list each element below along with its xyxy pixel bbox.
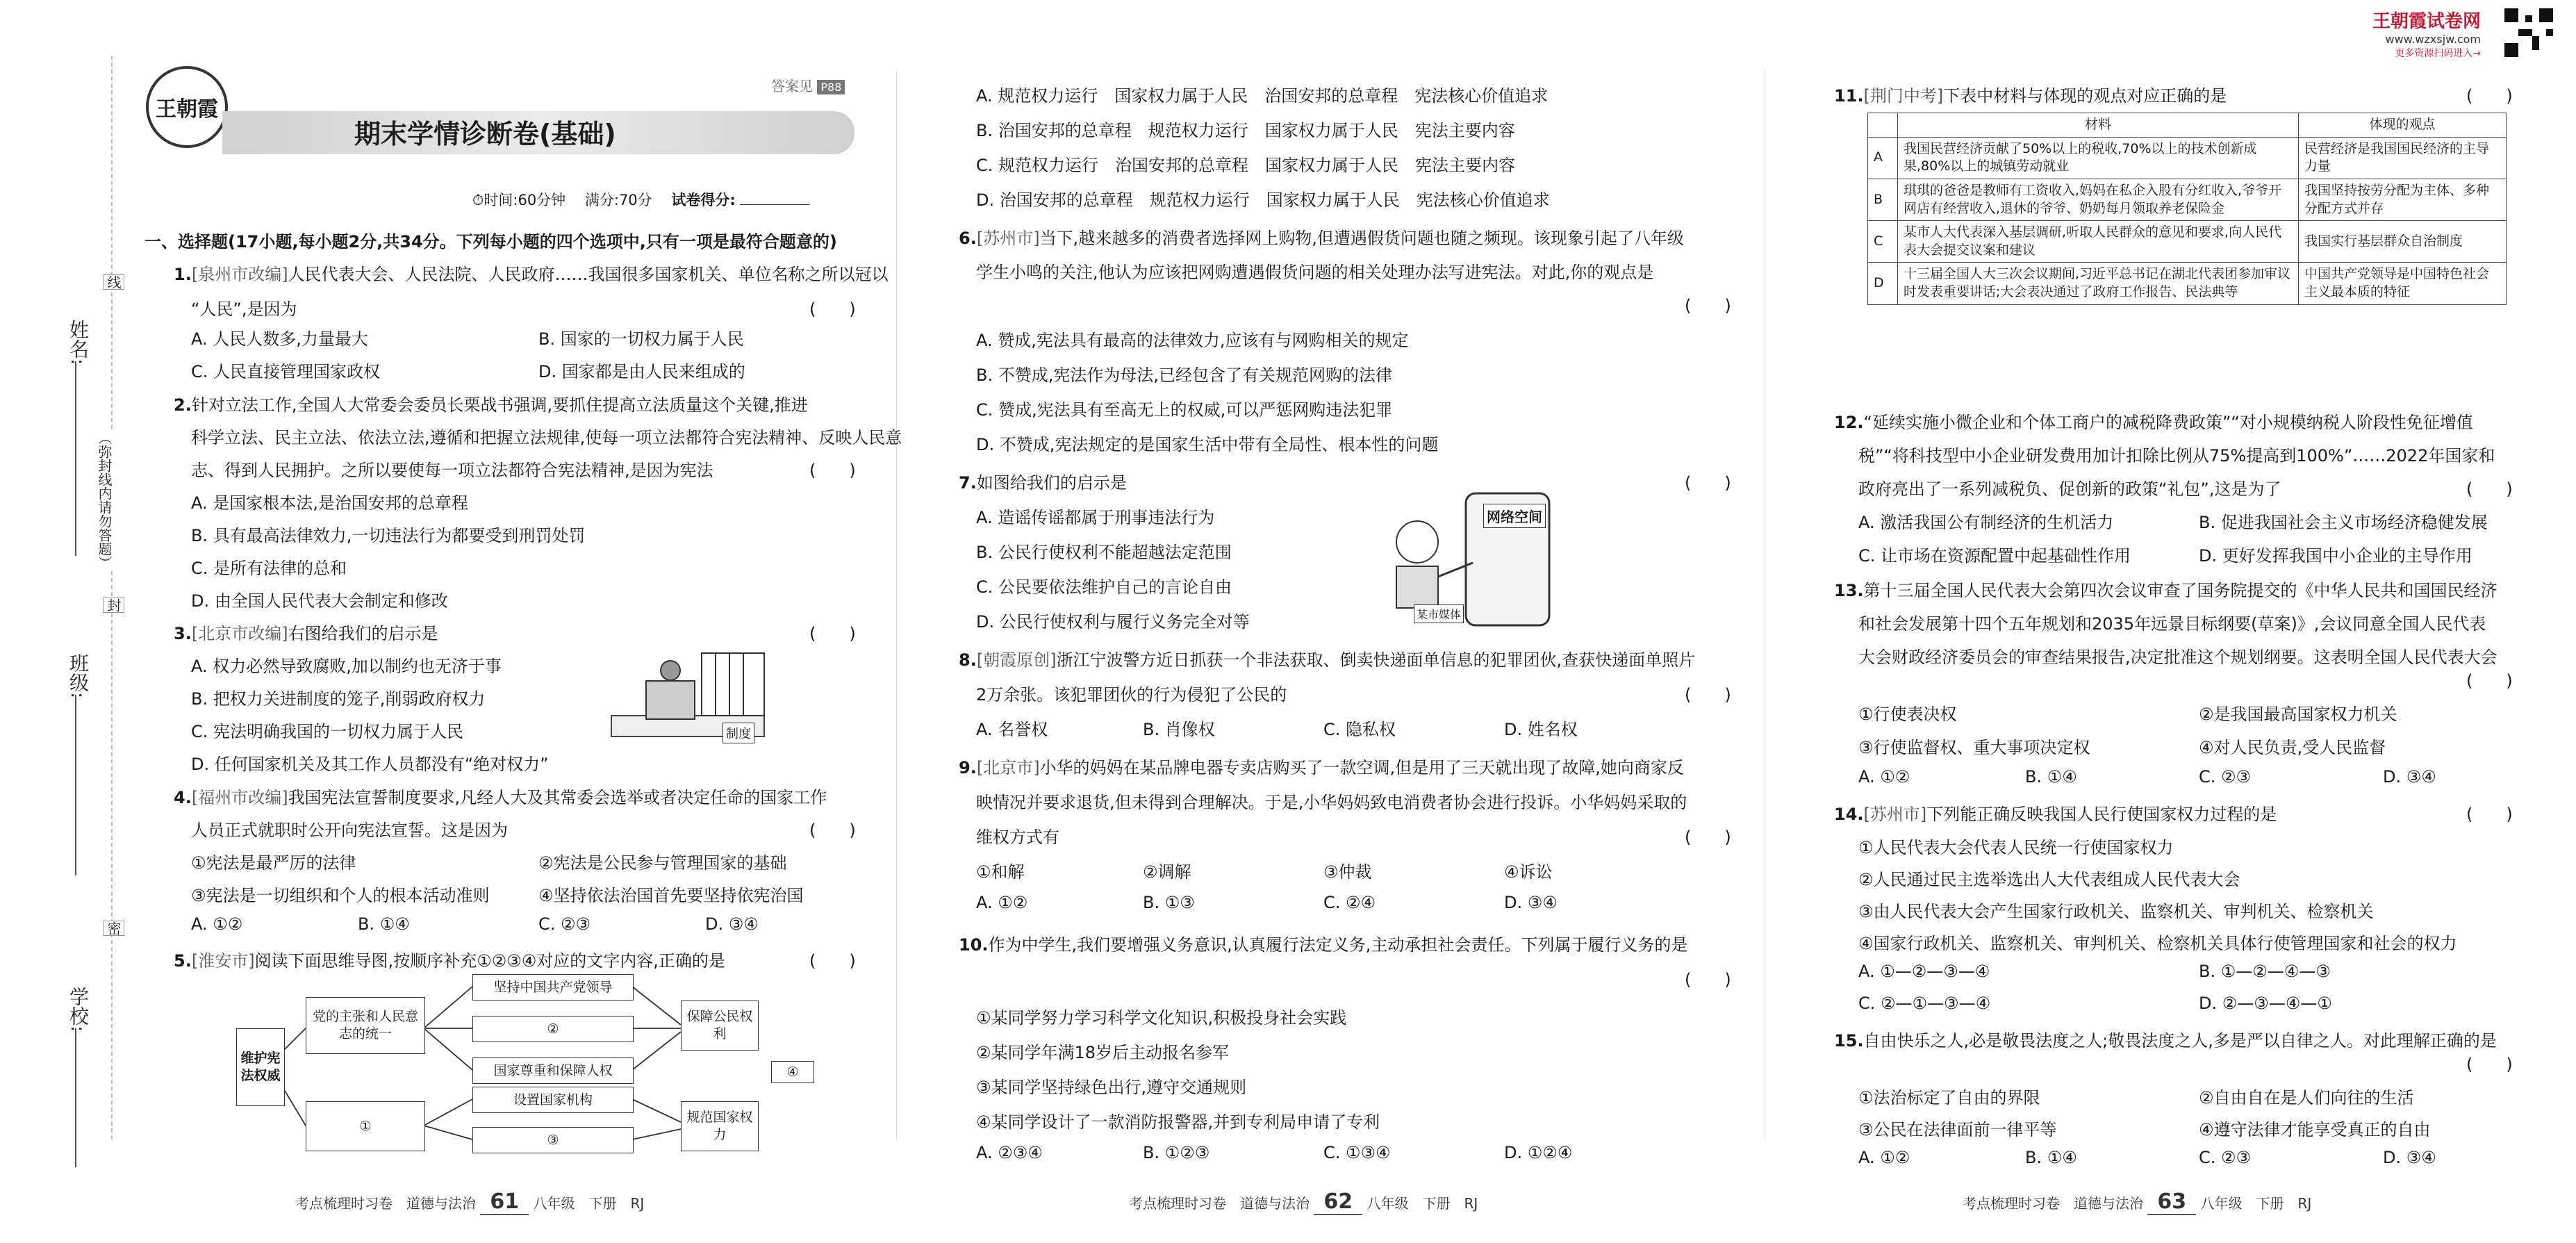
q5-result-1: 保障公民权利 bbox=[681, 1001, 759, 1051]
q13-statement-3: ③行使监督权、重大事项决定权 bbox=[1858, 738, 2090, 757]
q3-answer-paren[interactable]: ( ) bbox=[809, 624, 856, 643]
q6-option-b[interactable]: B. 不赞成,宪法作为母法,已经包含了有关规范网购的法律 bbox=[976, 365, 1392, 385]
q4-option-c[interactable]: C. ②③ bbox=[538, 914, 591, 934]
q11-row-view: 民营经济是我国国民经济的主导力量 bbox=[2299, 137, 2507, 179]
q7-cartoon-label-1: 网络空间 bbox=[1483, 504, 1546, 528]
q11-row-key: C bbox=[1868, 221, 1898, 263]
q11-row-key: A bbox=[1868, 137, 1898, 179]
q4-option-a[interactable]: A. ①② bbox=[191, 914, 243, 934]
q3-stem: 3.[北京市改编]右图给我们的启示是 bbox=[174, 624, 438, 643]
q14-option-c[interactable]: C. ②—①—③—④ bbox=[1858, 994, 1991, 1013]
q7-option-a[interactable]: A. 造谣传谣都属于刑事违法行为 bbox=[976, 508, 1215, 527]
q6-stem-2: 学生小鸣的关注,他认为应该把网购遭遇假货问题的相关处理办法写进宪法。对此,你的观点是 bbox=[976, 263, 1654, 282]
school-field[interactable] bbox=[75, 1028, 76, 1167]
q2-option-a[interactable]: A. 是国家根本法,是治国安邦的总章程 bbox=[191, 493, 468, 513]
q11-row-view: 我国实行基层群众自治制度 bbox=[2299, 221, 2507, 263]
q11-header-view: 体现的观点 bbox=[2299, 113, 2507, 138]
q4-statement-2: ②宪法是公民参与管理国家的基础 bbox=[538, 853, 787, 873]
q12-stem: 12.“延续实施小微企业和个体工商户的减税降费政策”“对小规模纳税人阶段性免征增值 bbox=[1834, 413, 2473, 432]
q10-statement-3: ③某同学坚持绿色出行,遵守交通规则 bbox=[976, 1078, 1247, 1097]
q9-answer-paren[interactable]: ( ) bbox=[1685, 828, 1731, 847]
q5-branch-2[interactable]: ① bbox=[306, 1101, 425, 1151]
page-2-footer: 考点梳理时习卷 道德与法治 62 八年级 下册 RJ bbox=[1129, 1190, 1478, 1214]
q1-stem-2: “人民”,是因为 bbox=[191, 299, 297, 319]
q14-stem: 14.[苏州市]下列能正确反映我国人民行使国家权力过程的是 bbox=[1834, 805, 2277, 824]
q4-statement-3: ③宪法是一切组织和个人的根本活动准则 bbox=[191, 886, 490, 905]
q12-option-b[interactable]: B. 促进我国社会主义市场经济稳健发展 bbox=[2199, 513, 2488, 532]
q14-statement-2: ②人民通过民主选举选出人大代表组成人民代表大会 bbox=[1858, 870, 2240, 889]
brand-text: 王朝霞 bbox=[156, 97, 218, 122]
q3-option-b[interactable]: B. 把权力关进制度的笼子,削弱政府权力 bbox=[191, 689, 486, 709]
q5-stem: 5.[淮安市]阅读下面思维导图,按顺序补充①②③④对应的文字内容,正确的是 bbox=[174, 951, 725, 971]
q11-row-view: 我国坚持按劳分配为主体、多种分配方式并存 bbox=[2299, 179, 2507, 220]
q15-option-c[interactable]: C. ②③ bbox=[2199, 1148, 2252, 1167]
q4-statement-1: ①宪法是最严厉的法律 bbox=[191, 853, 356, 873]
q11-row-material: 某市人大代表深入基层调研,听取人民群众的意见和要求,向人民代表大会提交议案和建议 bbox=[1898, 221, 2299, 263]
q9-option-c[interactable]: C. ②④ bbox=[1323, 893, 1376, 912]
q3-cartoon-label: 制度 bbox=[723, 723, 754, 743]
q1-answer-paren[interactable]: ( ) bbox=[809, 299, 856, 319]
q11-row-material: 十三届全国人大三次会议期间,习近平总书记在湖北代表团参加审议时发表重要讲话;大会表决通过了政府工作报告、民法典等 bbox=[1898, 263, 2299, 304]
q14-option-b[interactable]: B. ①—②—④—③ bbox=[2199, 962, 2331, 981]
q15-option-d[interactable]: D. ③④ bbox=[2383, 1148, 2436, 1167]
q9-option-a[interactable]: A. ①② bbox=[976, 893, 1028, 912]
q8-answer-paren[interactable]: ( ) bbox=[1685, 685, 1731, 705]
page-title: 期末学情诊断卷(基础) bbox=[354, 119, 616, 149]
q1-option-d[interactable]: D. 国家都是由人民来组成的 bbox=[538, 362, 745, 381]
q5-branch-1: 党的主张和人民意志的统一 bbox=[306, 997, 425, 1054]
q15-statement-3: ③公民在法律面前一律平等 bbox=[1858, 1120, 2057, 1139]
q11-row-key: D bbox=[1868, 263, 1898, 304]
seal-cut-mark: 线 bbox=[103, 274, 124, 290]
table-row bbox=[1868, 179, 2507, 220]
brand-logo bbox=[146, 66, 228, 148]
q13-option-b[interactable]: B. ①④ bbox=[2025, 767, 2077, 787]
q10-statement-4: ④某同学设计了一款消防报警器,并到专利局申请了专利 bbox=[976, 1112, 1380, 1132]
q5-option-a[interactable]: A. 规范权力运行 国家权力属于人民 治国安邦的总章程 宪法核心价值追求 bbox=[976, 86, 1549, 106]
q7-option-d[interactable]: D. 公民行使权利与履行义务完全对等 bbox=[976, 612, 1250, 632]
site-name: 王朝霞试卷网 bbox=[2372, 11, 2482, 32]
q7-option-c[interactable]: C. 公民要依法维护自己的言论自由 bbox=[976, 577, 1232, 597]
q3-option-c[interactable]: C. 宪法明确我国的一切权力属于人民 bbox=[191, 722, 464, 741]
q6-stem: 6.[苏州市]当下,越来越多的消费者选择网上购物,但遭遇假货问题也随之频现。该现象引起了八年级 bbox=[959, 229, 1684, 248]
q8-option-c[interactable]: C. 隐私权 bbox=[1323, 720, 1396, 739]
section-1-heading: 一、选择题(17小题,每小题2分,共34分。下列每小题的四个选项中,只有一项是最符合题意的) bbox=[145, 232, 837, 252]
q13-statement-1: ①行使表决权 bbox=[1858, 705, 1957, 724]
qr-code[interactable] bbox=[2504, 8, 2553, 57]
q13-stem: 13.第十三届全国人民代表大会第四次会议审查了国务院提交的《中华人民共和国国民经济 bbox=[1834, 581, 2497, 600]
q4-stem: 4.[福州市改编]我国宪法宣誓制度要求,凡经人大及其常委会选举或者决定任命的国家工作 bbox=[174, 788, 827, 807]
table-row bbox=[1868, 263, 2507, 304]
q15-statement-2: ②自由自在是人们向往的生活 bbox=[2199, 1088, 2414, 1108]
q8-stem-2: 2万余张。该犯罪团伙的行为侵犯了公民的 bbox=[976, 685, 1287, 705]
page-number-63: 63 bbox=[2147, 1190, 2196, 1215]
q13-answer-paren[interactable]: ( ) bbox=[2466, 671, 2513, 691]
q5-answer-paren[interactable]: ( ) bbox=[809, 951, 856, 971]
q11-row-material: 我国民营经济贡献了50%以上的税收,70%以上的技术创新成果,80%以上的城镇劳动就业 bbox=[1898, 137, 2299, 179]
q11-header-material: 材料 bbox=[1898, 113, 2299, 138]
q11-table-wrap bbox=[1867, 113, 2507, 305]
class-label: 班级: bbox=[67, 653, 90, 699]
q2-option-b[interactable]: B. 具有最高法律效力,一切违法行为都要受到刑罚处罚 bbox=[191, 526, 586, 545]
page-number-62: 62 bbox=[1314, 1190, 1362, 1215]
q5-blank-4[interactable]: ④ bbox=[771, 1061, 814, 1083]
q9-stem-3: 维权方式有 bbox=[976, 828, 1059, 847]
q9-option-b[interactable]: B. ①③ bbox=[1143, 893, 1195, 912]
q12-option-c[interactable]: C. 让市场在资源配置中起基础性作用 bbox=[1858, 546, 2131, 566]
answer-page-badge: P88 bbox=[817, 80, 845, 94]
q15-answer-paren[interactable]: ( ) bbox=[2466, 1055, 2513, 1074]
exam-info: ⏱时间:60分钟 满分:70分 试卷得分: bbox=[472, 189, 809, 210]
q13-statement-4: ④对人民负责,受人民监督 bbox=[2199, 738, 2386, 757]
q3-option-d[interactable]: D. 任何国家机关及其工作人员都没有“绝对权力” bbox=[191, 755, 549, 774]
q3-option-a[interactable]: A. 权力必然导致腐败,加以制约也无济于事 bbox=[191, 657, 502, 676]
class-field[interactable] bbox=[75, 695, 76, 875]
q9-stem: 9.[北京市]小华的妈妈在某品牌电器专卖店购买了一款空调,但是用了三天就出现了故障,她向商家反 bbox=[959, 758, 1684, 777]
seal-mark: 封 bbox=[103, 598, 124, 613]
q4-stem-2: 人员正式就职时公开向宪法宣誓。这是因为 bbox=[191, 821, 508, 840]
q7-answer-paren[interactable]: ( ) bbox=[1685, 473, 1731, 493]
q1-option-a[interactable]: A. 人民人数多,力量最大 bbox=[191, 329, 368, 349]
q14-option-d[interactable]: D. ②—③—④—① bbox=[2199, 994, 2332, 1013]
q11-answer-paren[interactable]: ( ) bbox=[2466, 86, 2513, 106]
q5-result-2: 规范国家权力 bbox=[681, 1101, 759, 1151]
q2-stem-2: 科学立法、民主立法、依法立法,遵循和把握立法规律,使每一项立法都符合宪法精神、反映人民意 bbox=[191, 428, 902, 447]
q5-leaf-4: 设置国家机构 bbox=[472, 1087, 634, 1113]
q9-statement-1: ①和解 bbox=[976, 862, 1025, 882]
q8-option-b[interactable]: B. 肖像权 bbox=[1143, 720, 1215, 739]
q4-option-b[interactable]: B. ①④ bbox=[358, 914, 410, 934]
page-3-footer: 考点梳理时习卷 道德与法治 63 八年级 下册 RJ bbox=[1963, 1190, 2312, 1214]
q13-stem-2: 和社会发展第十四个五年规划和2035年远景目标纲要(草案)》,会议同意全国人民代表 bbox=[1858, 614, 2486, 634]
q6-option-a[interactable]: A. 赞成,宪法具有最高的法律效力,应该有与网购相关的规定 bbox=[976, 331, 1409, 350]
q10-option-c[interactable]: C. ①③④ bbox=[1323, 1143, 1391, 1162]
q2-stem: 2.针对立法工作,全国人大常委会委员长栗战书强调,要抓住提高立法质量这个关键,推进 bbox=[174, 395, 808, 415]
q13-stem-3: 大会财政经济委员会的审查结果报告,决定批准这个规划纲要。这表明全国人民代表大会 bbox=[1858, 648, 2497, 667]
name-label: 姓名: bbox=[67, 320, 90, 365]
q13-option-a[interactable]: A. ①② bbox=[1858, 767, 1910, 787]
q2-option-d[interactable]: D. 由全国人民代表大会制定和修改 bbox=[191, 591, 448, 611]
school-label: 学校: bbox=[67, 987, 90, 1032]
q4-statement-4: ④坚持依法治国首先要坚持依宪治国 bbox=[538, 886, 804, 905]
q5-leaf-1: 坚持中国共产党领导 bbox=[472, 974, 634, 1001]
page-divider-1 bbox=[896, 69, 897, 1139]
q12-stem-3: 政府亮出了一系列减税负、促创新的政策“礼包”,这是为了 bbox=[1858, 479, 2281, 499]
q9-option-d[interactable]: D. ③④ bbox=[1504, 893, 1558, 912]
q7-cartoon-label-2: 某市媒体 bbox=[1414, 604, 1464, 623]
q10-option-a[interactable]: A. ②③④ bbox=[976, 1143, 1043, 1162]
page-1-footer: 考点梳理时习卷 道德与法治 61 八年级 下册 RJ bbox=[295, 1190, 645, 1214]
q10-option-b[interactable]: B. ①②③ bbox=[1143, 1143, 1210, 1162]
q2-stem-3: 志、得到人民拥护。之所以要使每一项立法都符合宪法精神,是因为宪法 bbox=[191, 461, 713, 480]
q4-option-d[interactable]: D. ③④ bbox=[705, 914, 759, 934]
q5-option-c[interactable]: C. 规范权力运行 治国安邦的总章程 国家权力属于人民 宪法主要内容 bbox=[976, 156, 1516, 175]
answer-ref: 答案见 P88 bbox=[771, 75, 845, 95]
table-row bbox=[1868, 137, 2507, 179]
q1-option-c[interactable]: C. 人民直接管理国家政权 bbox=[191, 362, 381, 381]
site-logo bbox=[2372, 7, 2481, 60]
q14-statement-4: ④国家行政机关、监察机关、审判机关、检察机关具体行使管理国家和社会的权力 bbox=[1858, 934, 2457, 953]
q2-answer-paren[interactable]: ( ) bbox=[809, 461, 856, 480]
q13-option-d[interactable]: D. ③④ bbox=[2383, 767, 2436, 787]
q15-stem: 15.自由快乐之人,必是敬畏法度之人;敬畏法度之人,多是严以自律之人。对此理解正确的是 bbox=[1834, 1031, 2497, 1051]
q10-statement-2: ②某同学年满18岁后主动报名参军 bbox=[976, 1043, 1230, 1062]
density-mark: 密 bbox=[103, 921, 124, 936]
q8-stem: 8.[朝霞原创]浙江宁波警方近日抓获一个非法获取、倒卖快递面单信息的犯罪团伙,查获快递面单照片 bbox=[959, 650, 1696, 670]
q7-cartoon bbox=[1369, 479, 1563, 632]
q15-statement-4: ④遵守法律才能享受真正的自由 bbox=[2199, 1120, 2431, 1139]
q9-stem-2: 映情况并要求退货,但未得到合理解决。于是,小华妈妈致电消费者协会进行投诉。小华妈妈采取的 bbox=[976, 793, 1687, 812]
q2-option-c[interactable]: C. 是所有法律的总和 bbox=[191, 559, 347, 578]
q11-row-material: 琪琪的爸爸是教师有工资收入,妈妈在私企入股有分红收入,爷爷开网店有经营收入,退休的爷爷、奶奶每月领取养老保险金 bbox=[1898, 179, 2299, 220]
page-number-61: 61 bbox=[480, 1190, 529, 1215]
q12-option-a[interactable]: A. 激活我国公有制经济的生机活力 bbox=[1858, 513, 2114, 532]
q10-answer-paren[interactable]: ( ) bbox=[1685, 970, 1731, 989]
q11-table bbox=[1867, 113, 2507, 305]
name-field[interactable] bbox=[75, 361, 76, 556]
q15-statement-1: ①法治标定了自由的界限 bbox=[1858, 1088, 2040, 1108]
q9-statement-4: ④诉讼 bbox=[1504, 862, 1553, 882]
q10-statement-1: ①某同学努力学习科学文化知识,积极投身社会实践 bbox=[976, 1008, 1347, 1028]
site-url: www.wzxsjw.com bbox=[2385, 33, 2482, 46]
q5-option-b[interactable]: B. 治国安邦的总章程 规范权力运行 国家权力属于人民 宪法主要内容 bbox=[976, 121, 1515, 140]
q14-option-a[interactable]: A. ①—②—③—④ bbox=[1858, 962, 1990, 981]
q5-root: 维护宪法权威 bbox=[236, 1028, 285, 1106]
q10-option-d[interactable]: D. ①②④ bbox=[1504, 1143, 1573, 1162]
q13-statement-2: ②是我国最高国家权力机关 bbox=[2199, 705, 2397, 724]
q6-option-c[interactable]: C. 赞成,宪法具有至高无上的权威,可以严惩网购违法犯罪 bbox=[976, 400, 1393, 420]
q1-stem: 1.[泉州市改编]人民代表大会、人民法院、人民政府……我国很多国家机关、单位名称之所以冠以 bbox=[174, 265, 889, 284]
q15-option-b[interactable]: B. ①④ bbox=[2025, 1148, 2077, 1167]
q10-stem: 10.作为中学生,我们要增强义务意识,认真履行法定义务,主动承担社会责任。下列属于履行义务的是 bbox=[959, 935, 1688, 955]
q14-answer-paren[interactable]: ( ) bbox=[2466, 805, 2513, 824]
q5-leaf-2[interactable]: ② bbox=[472, 1016, 634, 1042]
q1-option-b[interactable]: B. 国家的一切权力属于人民 bbox=[538, 329, 744, 349]
q12-answer-paren[interactable]: ( ) bbox=[2466, 479, 2513, 499]
q8-option-d[interactable]: D. 姓名权 bbox=[1504, 720, 1578, 739]
q8-option-a[interactable]: A. 名誉权 bbox=[976, 720, 1048, 739]
q14-statement-3: ③由人民代表大会产生国家行政机关、监察机关、审判机关、检察机关 bbox=[1858, 902, 2374, 921]
seal-note: （弥封线内请勿答题） bbox=[94, 431, 115, 570]
q5-leaf-5[interactable]: ③ bbox=[472, 1127, 634, 1153]
q14-statement-1: ①人民代表大会代表人民统一行使国家权力 bbox=[1858, 838, 2174, 857]
q9-statement-3: ③仲裁 bbox=[1323, 862, 1372, 882]
q6-option-d[interactable]: D. 不赞成,宪法规定的是国家生活中带有全局性、根本性的问题 bbox=[976, 435, 1439, 454]
score-field[interactable] bbox=[740, 204, 809, 205]
q5-option-d[interactable]: D. 治国安邦的总章程 规范权力运行 国家权力属于人民 宪法核心价值追求 bbox=[976, 190, 1550, 210]
q9-statement-2: ②调解 bbox=[1143, 862, 1191, 882]
q13-option-c[interactable]: C. ②③ bbox=[2199, 767, 2252, 787]
q6-answer-paren[interactable]: ( ) bbox=[1685, 296, 1731, 315]
q4-answer-paren[interactable]: ( ) bbox=[809, 821, 856, 840]
q12-stem-2: 税”“将科技型中小企业研发费用加计扣除比例从75%提高到100%”……2022年国家和 bbox=[1858, 446, 2495, 466]
q7-stem: 7.如图给我们的启示是 bbox=[959, 473, 1127, 493]
table-row bbox=[1868, 221, 2507, 263]
site-tip: 更多资源扫码进入→ bbox=[2395, 48, 2482, 59]
q11-stem: 11.[荆门中考]下表中材料与体现的观点对应正确的是 bbox=[1834, 86, 2227, 106]
q11-row-key: B bbox=[1868, 179, 1898, 220]
q11-row-view: 中国共产党领导是中国特色社会主义最本质的特征 bbox=[2299, 263, 2507, 304]
q15-option-a[interactable]: A. ①② bbox=[1858, 1148, 1910, 1167]
q7-option-b[interactable]: B. 公民行使权利不能超越法定范围 bbox=[976, 543, 1232, 562]
q5-leaf-3: 国家尊重和保障人权 bbox=[472, 1057, 634, 1084]
q12-option-d[interactable]: D. 更好发挥我国中小企业的主导作用 bbox=[2199, 546, 2472, 566]
